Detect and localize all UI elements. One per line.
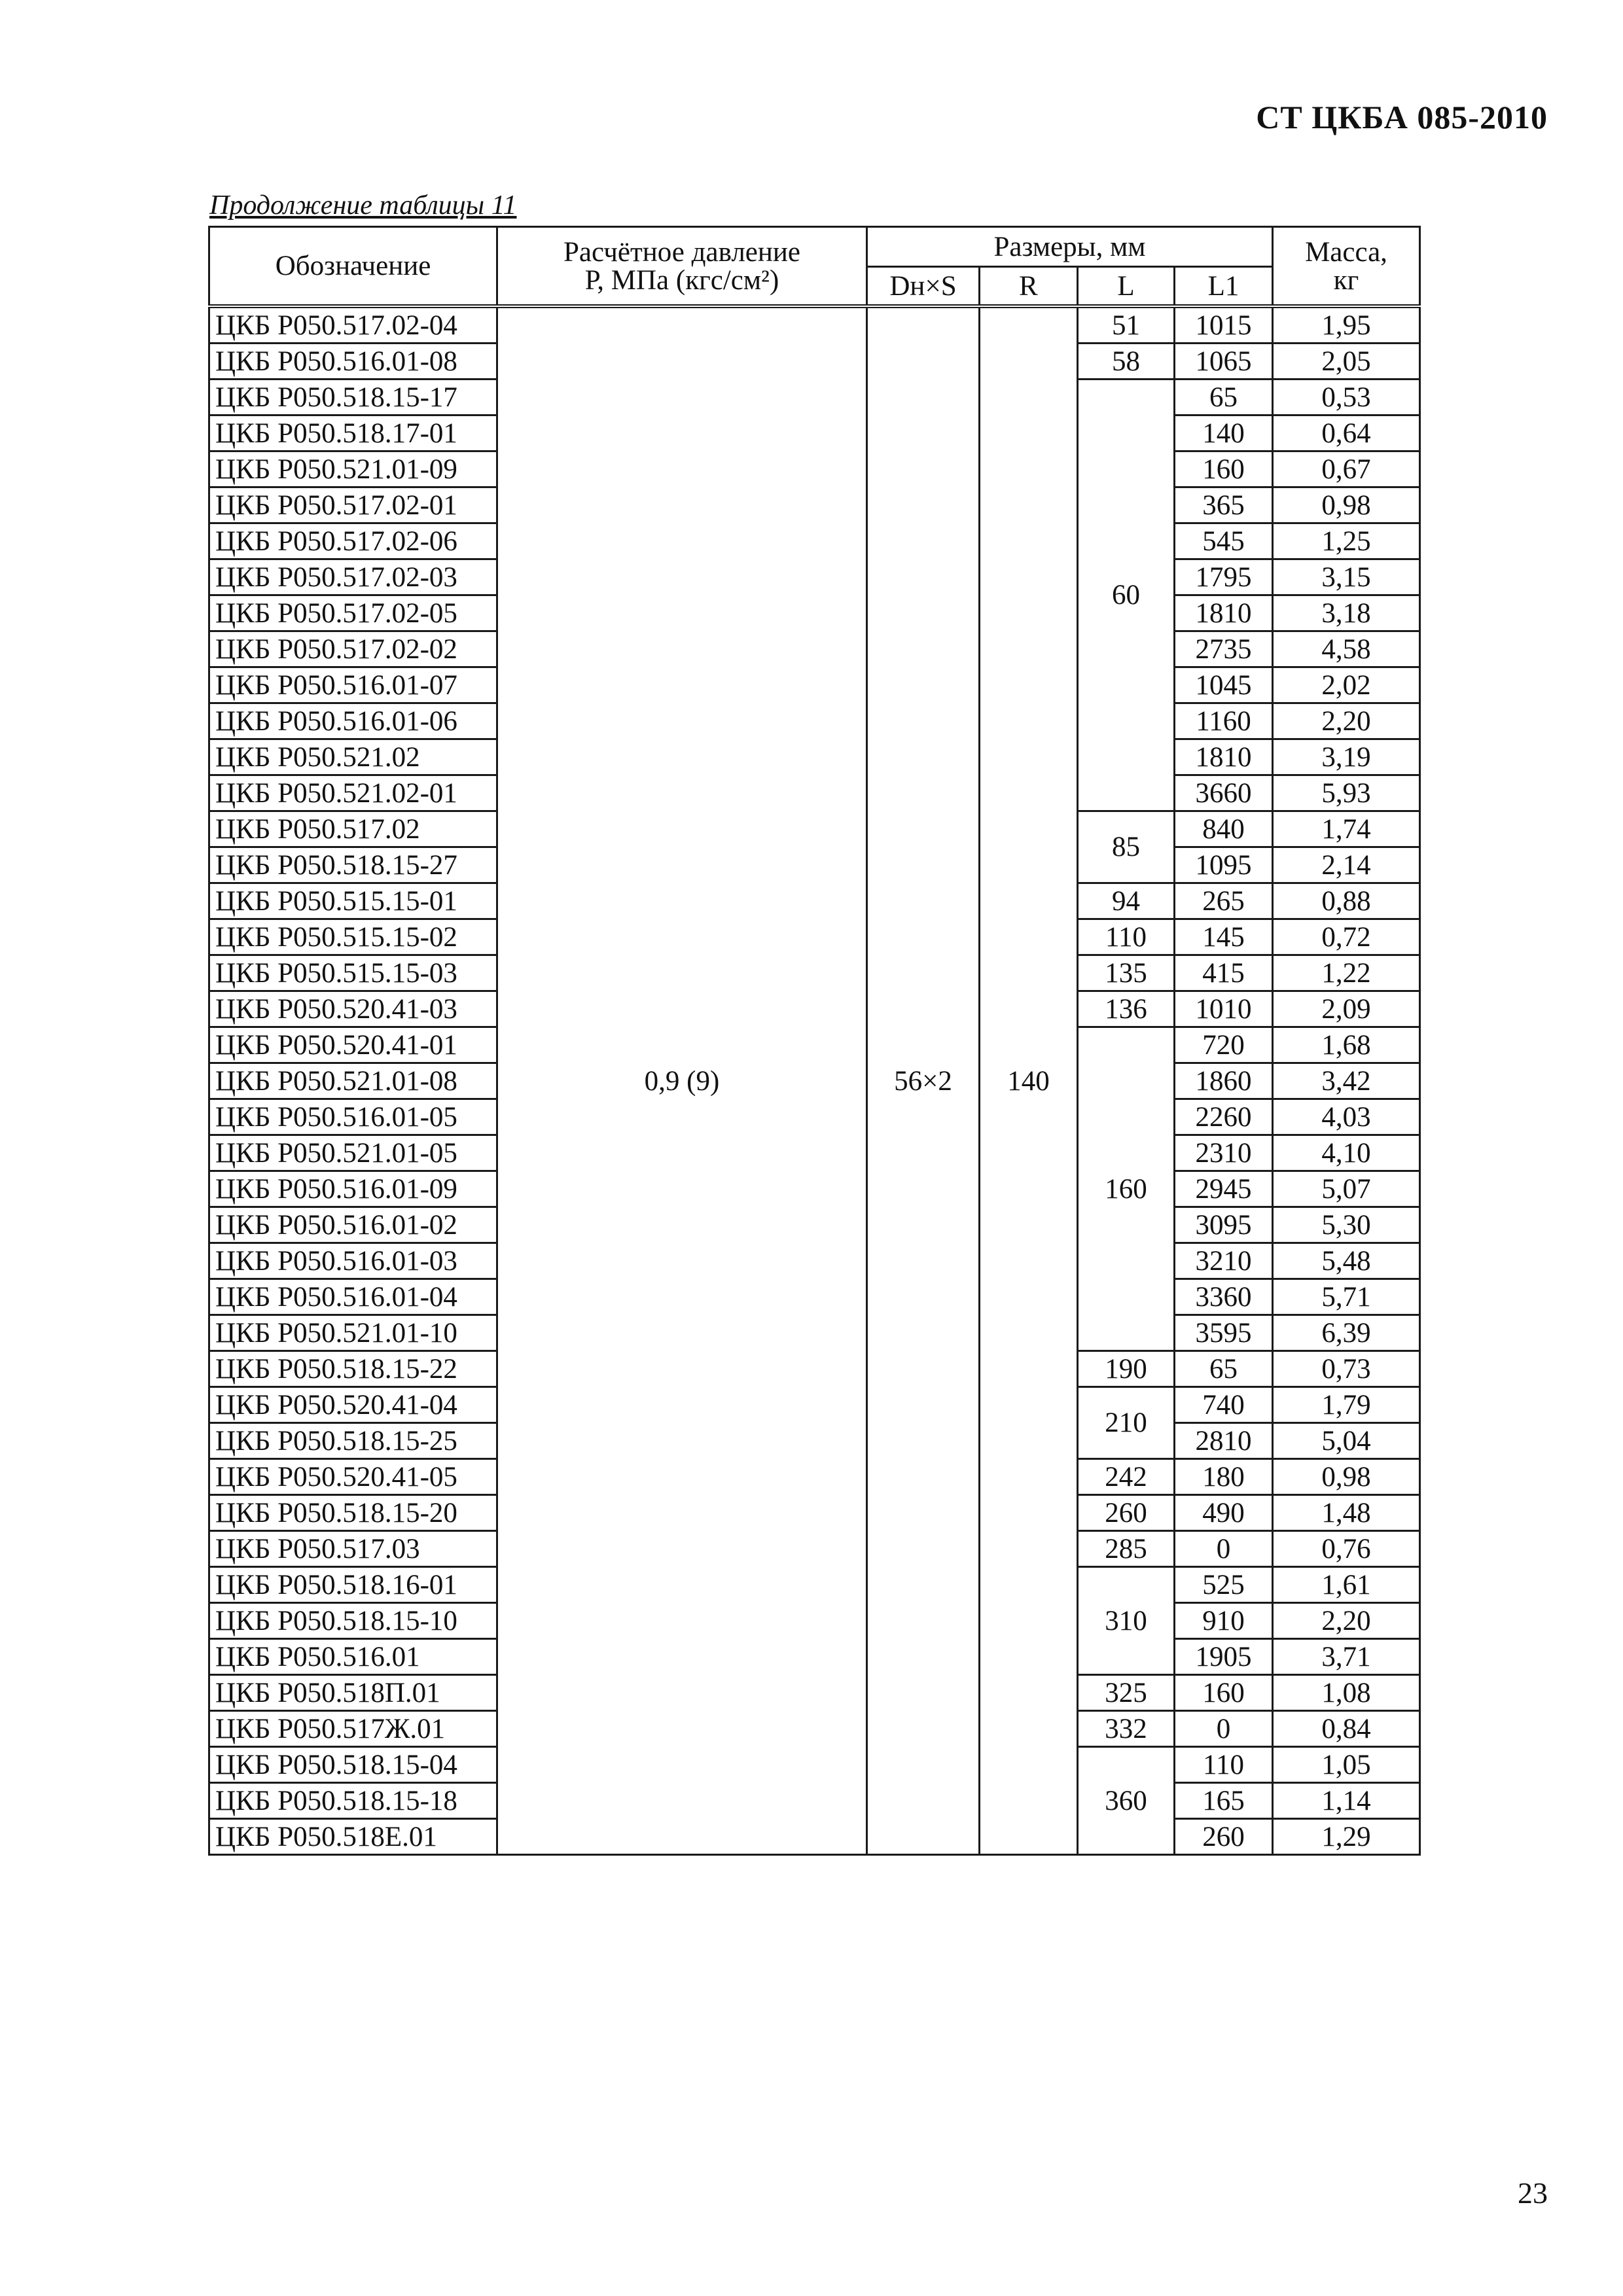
l1-cell: 0 xyxy=(1175,1531,1273,1567)
designation-cell: ЦКБ Р050.521.02-01 xyxy=(209,775,497,811)
designation-cell: ЦКБ Р050.515.15-02 xyxy=(209,919,497,955)
l-cell: 135 xyxy=(1078,955,1175,991)
mass-cell: 1,95 xyxy=(1273,306,1420,344)
designation-cell: ЦКБ Р050.520.41-03 xyxy=(209,991,497,1027)
spec-table xyxy=(208,226,1421,1856)
l1-cell: 1095 xyxy=(1175,847,1273,883)
l-cell: 85 xyxy=(1078,811,1175,883)
designation-cell: ЦКБ Р050.518.15-17 xyxy=(209,380,497,415)
l-cell: 110 xyxy=(1078,919,1175,955)
designation-cell: ЦКБ Р050.516.01-08 xyxy=(209,344,497,380)
header-r: R xyxy=(980,267,1078,307)
l1-cell: 0 xyxy=(1175,1711,1273,1747)
designation-cell: ЦКБ Р050.518.15-22 xyxy=(209,1351,497,1387)
designation-cell: ЦКБ Р050.516.01-04 xyxy=(209,1279,497,1315)
l1-cell: 2945 xyxy=(1175,1171,1273,1207)
table-caption: Продолжение таблицы 11 xyxy=(209,190,517,221)
header-pressure xyxy=(497,227,867,307)
header-l1: L1 xyxy=(1175,267,1273,307)
mass-cell: 1,29 xyxy=(1273,1819,1420,1855)
designation-cell: ЦКБ Р050.521.01-05 xyxy=(209,1135,497,1171)
l-cell: 310 xyxy=(1078,1567,1175,1675)
l1-cell: 265 xyxy=(1175,883,1273,919)
designation-cell: ЦКБ Р050.518.15-10 xyxy=(209,1603,497,1639)
mass-cell: 1,48 xyxy=(1273,1495,1420,1531)
l1-cell: 3595 xyxy=(1175,1315,1273,1351)
document-code: СТ ЦКБА 085-2010 xyxy=(1256,99,1548,135)
mass-cell: 3,18 xyxy=(1273,595,1420,631)
l-cell: 325 xyxy=(1078,1675,1175,1711)
l1-cell: 145 xyxy=(1175,919,1273,955)
designation-cell: ЦКБ Р050.517.02 xyxy=(209,811,497,847)
mass-cell: 6,39 xyxy=(1273,1315,1420,1351)
header-pressure-line1: Расчётное давление xyxy=(563,236,800,268)
l1-cell: 160 xyxy=(1175,451,1273,487)
mass-cell: 1,61 xyxy=(1273,1567,1420,1603)
mass-cell: 5,71 xyxy=(1273,1279,1420,1315)
header-dnxs: Dн×S xyxy=(867,267,980,307)
designation-cell: ЦКБ Р050.521.01-08 xyxy=(209,1063,497,1099)
l1-cell: 1010 xyxy=(1175,991,1273,1027)
mass-cell: 0,53 xyxy=(1273,380,1420,415)
mass-cell: 0,98 xyxy=(1273,487,1420,523)
designation-cell: ЦКБ Р050.516.01-06 xyxy=(209,703,497,739)
header-designation: Обозначение xyxy=(209,227,497,307)
mass-cell: 1,22 xyxy=(1273,955,1420,991)
l1-cell: 1065 xyxy=(1175,344,1273,380)
l1-cell: 910 xyxy=(1175,1603,1273,1639)
l-cell: 190 xyxy=(1078,1351,1175,1387)
l1-cell: 65 xyxy=(1175,1351,1273,1387)
designation-cell: ЦКБ Р050.521.02 xyxy=(209,739,497,775)
mass-cell: 2,02 xyxy=(1273,667,1420,703)
mass-cell: 2,20 xyxy=(1273,703,1420,739)
header-dimensions: Размеры, мм xyxy=(867,227,1273,267)
designation-cell: ЦКБ Р050.518.15-20 xyxy=(209,1495,497,1531)
mass-cell: 0,88 xyxy=(1273,883,1420,919)
l1-cell: 160 xyxy=(1175,1675,1273,1711)
header-mass-line1: Масса, xyxy=(1305,236,1387,268)
designation-cell: ЦКБ Р050.516.01-05 xyxy=(209,1099,497,1135)
mass-cell: 3,19 xyxy=(1273,739,1420,775)
designation-cell: ЦКБ Р050.517.02-06 xyxy=(209,523,497,559)
l1-cell: 1860 xyxy=(1175,1063,1273,1099)
l1-cell: 1045 xyxy=(1175,667,1273,703)
mass-cell: 5,93 xyxy=(1273,775,1420,811)
page-number: 23 xyxy=(1518,2176,1548,2210)
l-cell: 360 xyxy=(1078,1747,1175,1855)
designation-cell: ЦКБ Р050.517Ж.01 xyxy=(209,1711,497,1747)
designation-cell: ЦКБ Р050.518.15-25 xyxy=(209,1423,497,1459)
l1-cell: 415 xyxy=(1175,955,1273,991)
l-cell: 210 xyxy=(1078,1387,1175,1459)
designation-cell: ЦКБ Р050.518П.01 xyxy=(209,1675,497,1711)
header-l: L xyxy=(1078,267,1175,307)
l1-cell: 1160 xyxy=(1175,703,1273,739)
designation-cell: ЦКБ Р050.518.17-01 xyxy=(209,415,497,451)
mass-cell: 1,74 xyxy=(1273,811,1420,847)
table-header xyxy=(209,227,1420,307)
l1-cell: 1795 xyxy=(1175,559,1273,595)
l1-cell: 545 xyxy=(1175,523,1273,559)
mass-cell: 0,67 xyxy=(1273,451,1420,487)
l1-cell: 1810 xyxy=(1175,739,1273,775)
l-cell: 332 xyxy=(1078,1711,1175,1747)
designation-cell: ЦКБ Р050.516.01-02 xyxy=(209,1207,497,1243)
mass-cell: 1,68 xyxy=(1273,1027,1420,1063)
dnxs-cell: 56×2 xyxy=(867,306,980,1855)
mass-cell: 1,25 xyxy=(1273,523,1420,559)
table-row xyxy=(209,306,1420,344)
l-cell: 285 xyxy=(1078,1531,1175,1567)
l1-cell: 65 xyxy=(1175,380,1273,415)
mass-cell: 2,05 xyxy=(1273,344,1420,380)
table-body xyxy=(209,306,1420,1855)
designation-cell: ЦКБ Р050.517.02-05 xyxy=(209,595,497,631)
l1-cell: 2810 xyxy=(1175,1423,1273,1459)
l1-cell: 3095 xyxy=(1175,1207,1273,1243)
designation-cell: ЦКБ Р050.515.15-03 xyxy=(209,955,497,991)
mass-cell: 1,14 xyxy=(1273,1783,1420,1819)
l1-cell: 1810 xyxy=(1175,595,1273,631)
mass-cell: 0,72 xyxy=(1273,919,1420,955)
l1-cell: 3360 xyxy=(1175,1279,1273,1315)
mass-cell: 0,98 xyxy=(1273,1459,1420,1495)
designation-cell: ЦКБ Р050.520.41-01 xyxy=(209,1027,497,1063)
mass-cell: 3,71 xyxy=(1273,1639,1420,1675)
designation-cell: ЦКБ Р050.520.41-04 xyxy=(209,1387,497,1423)
designation-cell: ЦКБ Р050.521.01-09 xyxy=(209,451,497,487)
mass-cell: 5,04 xyxy=(1273,1423,1420,1459)
mass-cell: 1,08 xyxy=(1273,1675,1420,1711)
designation-cell: ЦКБ Р050.518.15-18 xyxy=(209,1783,497,1819)
l1-cell: 140 xyxy=(1175,415,1273,451)
l1-cell: 720 xyxy=(1175,1027,1273,1063)
l1-cell: 840 xyxy=(1175,811,1273,847)
mass-cell: 1,05 xyxy=(1273,1747,1420,1783)
mass-cell: 3,15 xyxy=(1273,559,1420,595)
designation-cell: ЦКБ Р050.518.15-27 xyxy=(209,847,497,883)
mass-cell: 0,76 xyxy=(1273,1531,1420,1567)
mass-cell: 4,03 xyxy=(1273,1099,1420,1135)
mass-cell: 0,73 xyxy=(1273,1351,1420,1387)
header-pressure-line2: Р, МПа (кгс/см²) xyxy=(584,264,779,296)
l1-cell: 3660 xyxy=(1175,775,1273,811)
mass-cell: 4,58 xyxy=(1273,631,1420,667)
l-cell: 94 xyxy=(1078,883,1175,919)
l-cell: 260 xyxy=(1078,1495,1175,1531)
l1-cell: 260 xyxy=(1175,1819,1273,1855)
l-cell: 60 xyxy=(1078,380,1175,811)
l1-cell: 1905 xyxy=(1175,1639,1273,1675)
designation-cell: ЦКБ Р050.518Е.01 xyxy=(209,1819,497,1855)
mass-cell: 1,79 xyxy=(1273,1387,1420,1423)
l1-cell: 110 xyxy=(1175,1747,1273,1783)
designation-cell: ЦКБ Р050.518.16-01 xyxy=(209,1567,497,1603)
l-cell: 160 xyxy=(1078,1027,1175,1351)
l-cell: 136 xyxy=(1078,991,1175,1027)
l1-cell: 2310 xyxy=(1175,1135,1273,1171)
l1-cell: 3210 xyxy=(1175,1243,1273,1279)
l1-cell: 365 xyxy=(1175,487,1273,523)
designation-cell: ЦКБ Р050.518.15-04 xyxy=(209,1747,497,1783)
designation-cell: ЦКБ Р050.515.15-01 xyxy=(209,883,497,919)
designation-cell: ЦКБ Р050.517.02-01 xyxy=(209,487,497,523)
designation-cell: ЦКБ Р050.516.01 xyxy=(209,1639,497,1675)
mass-cell: 5,48 xyxy=(1273,1243,1420,1279)
r-cell: 140 xyxy=(980,306,1078,1855)
header-mass-line2: кг xyxy=(1333,264,1359,296)
l1-cell: 165 xyxy=(1175,1783,1273,1819)
designation-cell: ЦКБ Р050.521.01-10 xyxy=(209,1315,497,1351)
l1-cell: 1015 xyxy=(1175,306,1273,344)
l-cell: 51 xyxy=(1078,306,1175,344)
designation-cell: ЦКБ Р050.516.01-07 xyxy=(209,667,497,703)
header-mass xyxy=(1273,227,1420,307)
designation-cell: ЦКБ Р050.517.03 xyxy=(209,1531,497,1567)
designation-cell: ЦКБ Р050.520.41-05 xyxy=(209,1459,497,1495)
l1-cell: 525 xyxy=(1175,1567,1273,1603)
mass-cell: 0,84 xyxy=(1273,1711,1420,1747)
designation-cell: ЦКБ Р050.516.01-03 xyxy=(209,1243,497,1279)
mass-cell: 2,09 xyxy=(1273,991,1420,1027)
mass-cell: 2,20 xyxy=(1273,1603,1420,1639)
mass-cell: 0,64 xyxy=(1273,415,1420,451)
l1-cell: 740 xyxy=(1175,1387,1273,1423)
mass-cell: 5,07 xyxy=(1273,1171,1420,1207)
l1-cell: 490 xyxy=(1175,1495,1273,1531)
l-cell: 242 xyxy=(1078,1459,1175,1495)
designation-cell: ЦКБ Р050.517.02-02 xyxy=(209,631,497,667)
l1-cell: 2260 xyxy=(1175,1099,1273,1135)
mass-cell: 5,30 xyxy=(1273,1207,1420,1243)
designation-cell: ЦКБ Р050.517.02-04 xyxy=(209,306,497,344)
designation-cell: ЦКБ Р050.517.02-03 xyxy=(209,559,497,595)
mass-cell: 3,42 xyxy=(1273,1063,1420,1099)
l1-cell: 180 xyxy=(1175,1459,1273,1495)
l1-cell: 2735 xyxy=(1175,631,1273,667)
mass-cell: 2,14 xyxy=(1273,847,1420,883)
l-cell: 58 xyxy=(1078,344,1175,380)
designation-cell: ЦКБ Р050.516.01-09 xyxy=(209,1171,497,1207)
pressure-cell: 0,9 (9) xyxy=(497,306,867,1855)
mass-cell: 4,10 xyxy=(1273,1135,1420,1171)
